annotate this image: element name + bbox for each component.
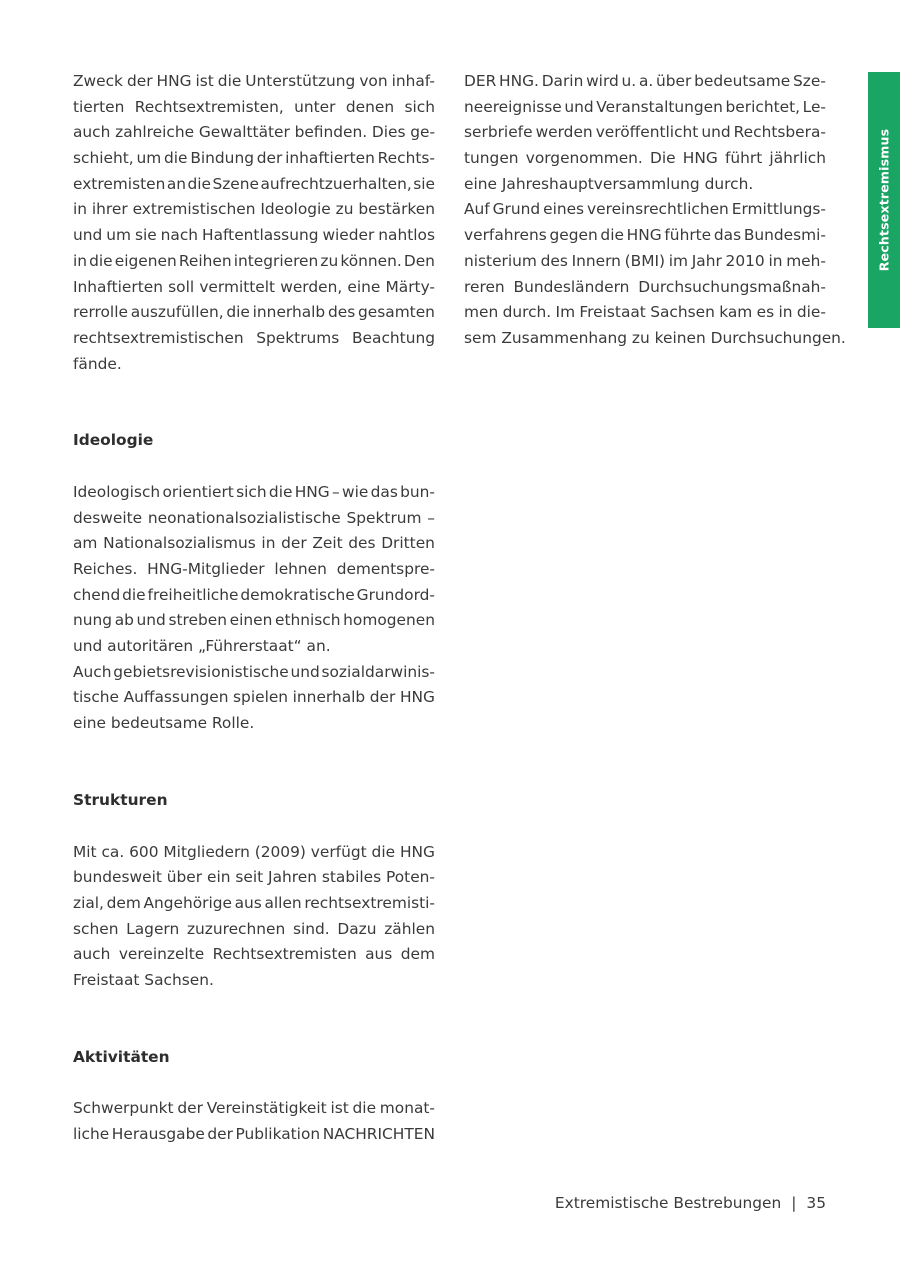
body-text-line: Ideologisch orientiert sich die HNG – wie das bun- <box>73 482 435 501</box>
section-tab <box>868 72 900 328</box>
intro-text-line: und um sie nach Haftentlassung wieder nahtlos <box>73 226 435 245</box>
body-text-line: verfahrens gegen die HNG führte das Bundesmi- <box>464 226 826 245</box>
intro-text-line: Zweck der HNG ist die Unterstützung von inhaf- <box>73 72 435 90</box>
body-text-line: eine bedeutsame Rolle. <box>73 714 255 733</box>
body-text-line: Auf Grund eines vereinsrechtlichen Ermittlungs- <box>464 200 826 219</box>
body-text-line: Freistaat Sachsen. <box>73 970 214 989</box>
body-text-line: sem Zusammenhang zu keinen Durchsuchungen. <box>464 328 846 347</box>
body-text-line: und autoritären „Führerstaat“ an. <box>73 637 331 656</box>
body-text-line: zial, dem Angehörige aus allen rechtsextremisti- <box>73 893 435 912</box>
page-footer <box>555 1190 826 1216</box>
intro-text-line: fände. <box>73 354 122 373</box>
body-text-line: Reiches. HNG-Mitglieder lehnen dementspre- <box>73 560 435 578</box>
body-text-line: reren Bundesländern Durchsuchungsmaßnah- <box>464 277 826 296</box>
body-text-line: tische Auffassungen spielen innerhalb der HNG <box>73 688 435 707</box>
page-number: 35 <box>806 1194 826 1212</box>
body-text-line: schen Lagern zuzurechnen sind. Dazu zählen <box>73 919 435 938</box>
body-text-line: Schwerpunkt der Vereinstätigkeit ist die monat- <box>73 1099 435 1118</box>
intro-text-line: auch zahlreiche Gewalttäter befinden. Dies ge- <box>73 123 435 142</box>
intro-text-line: extremisten an die Szene aufrechtzuerhalten, sie <box>73 174 435 193</box>
right-column <box>464 69 846 352</box>
intro-text-line: rechtsextremistischen Spektrums Beachtung <box>73 328 435 347</box>
left-column <box>73 69 435 1148</box>
body-text-line: auch vereinzelte Rechtsextremisten aus dem <box>73 945 435 964</box>
intro-text-line: schieht, um die Bindung der inhaftierten Rechts- <box>73 149 435 168</box>
body-text-line: tungen vorgenommen. Die HNG führt jährlich <box>464 149 826 168</box>
intro-text-line: Inhaftierten soll vermittelt werden, eine Märty- <box>73 277 435 296</box>
section-heading: Strukturen <box>73 790 168 809</box>
section-heading: Ideologie <box>73 431 154 450</box>
body-text-line: eine Jahreshauptversammlung durch. <box>464 174 754 193</box>
body-text-line: desweite neonationalsozialistische Spektrum – <box>73 508 435 527</box>
body-text-line: liche Herausgabe der Publikation NACHRICHTEN <box>73 1125 435 1143</box>
body-text-line: am Nationalsozialismus in der Zeit des Dritten <box>73 534 435 553</box>
body-text-line: bundesweit über ein seit Jahren stabiles Poten- <box>73 868 435 887</box>
body-text-line: nisterium des Innern (BMI) im Jahr 2010 in meh- <box>464 251 826 270</box>
section-heading: Aktivitäten <box>73 1047 170 1066</box>
body-text-line: Mit ca. 600 Mitgliedern (2009) verfügt die HNG <box>73 842 435 861</box>
intro-text-line: in die eigenen Reihen integrieren zu können. Den <box>73 251 435 270</box>
footer-separator: | <box>791 1194 797 1212</box>
body-text-line: chend die freiheitliche demokratische Grundord- <box>73 585 435 604</box>
intro-text-line: rerrolle auszufüllen, die innerhalb des gesamten <box>73 303 435 322</box>
body-text-line: serbriefe werden veröffentlicht und Rechtsbera- <box>464 123 826 142</box>
footer-section-title: Extremistische Bestrebungen <box>554 1194 782 1212</box>
body-text-line: Auch gebietsrevisionistische und sozialdarwinis- <box>73 662 435 681</box>
intro-text-line: tierten Rechtsextremisten, unter denen sich <box>73 97 435 116</box>
body-text-line: men durch. Im Freistaat Sachsen kam es in die- <box>464 303 826 322</box>
body-text-line: nung ab und streben einen ethnisch homogenen <box>73 611 435 630</box>
body-text-line: DER HNG. Darin wird u. a. über bedeutsame Sze- <box>464 72 826 90</box>
intro-text-line: in ihrer extremistischen Ideologie zu bestärken <box>73 200 435 219</box>
section-tab-label: Rechtsextremismus <box>876 128 892 272</box>
body-text-line: neereignisse und Veranstaltungen berichtet, Le- <box>464 97 826 116</box>
